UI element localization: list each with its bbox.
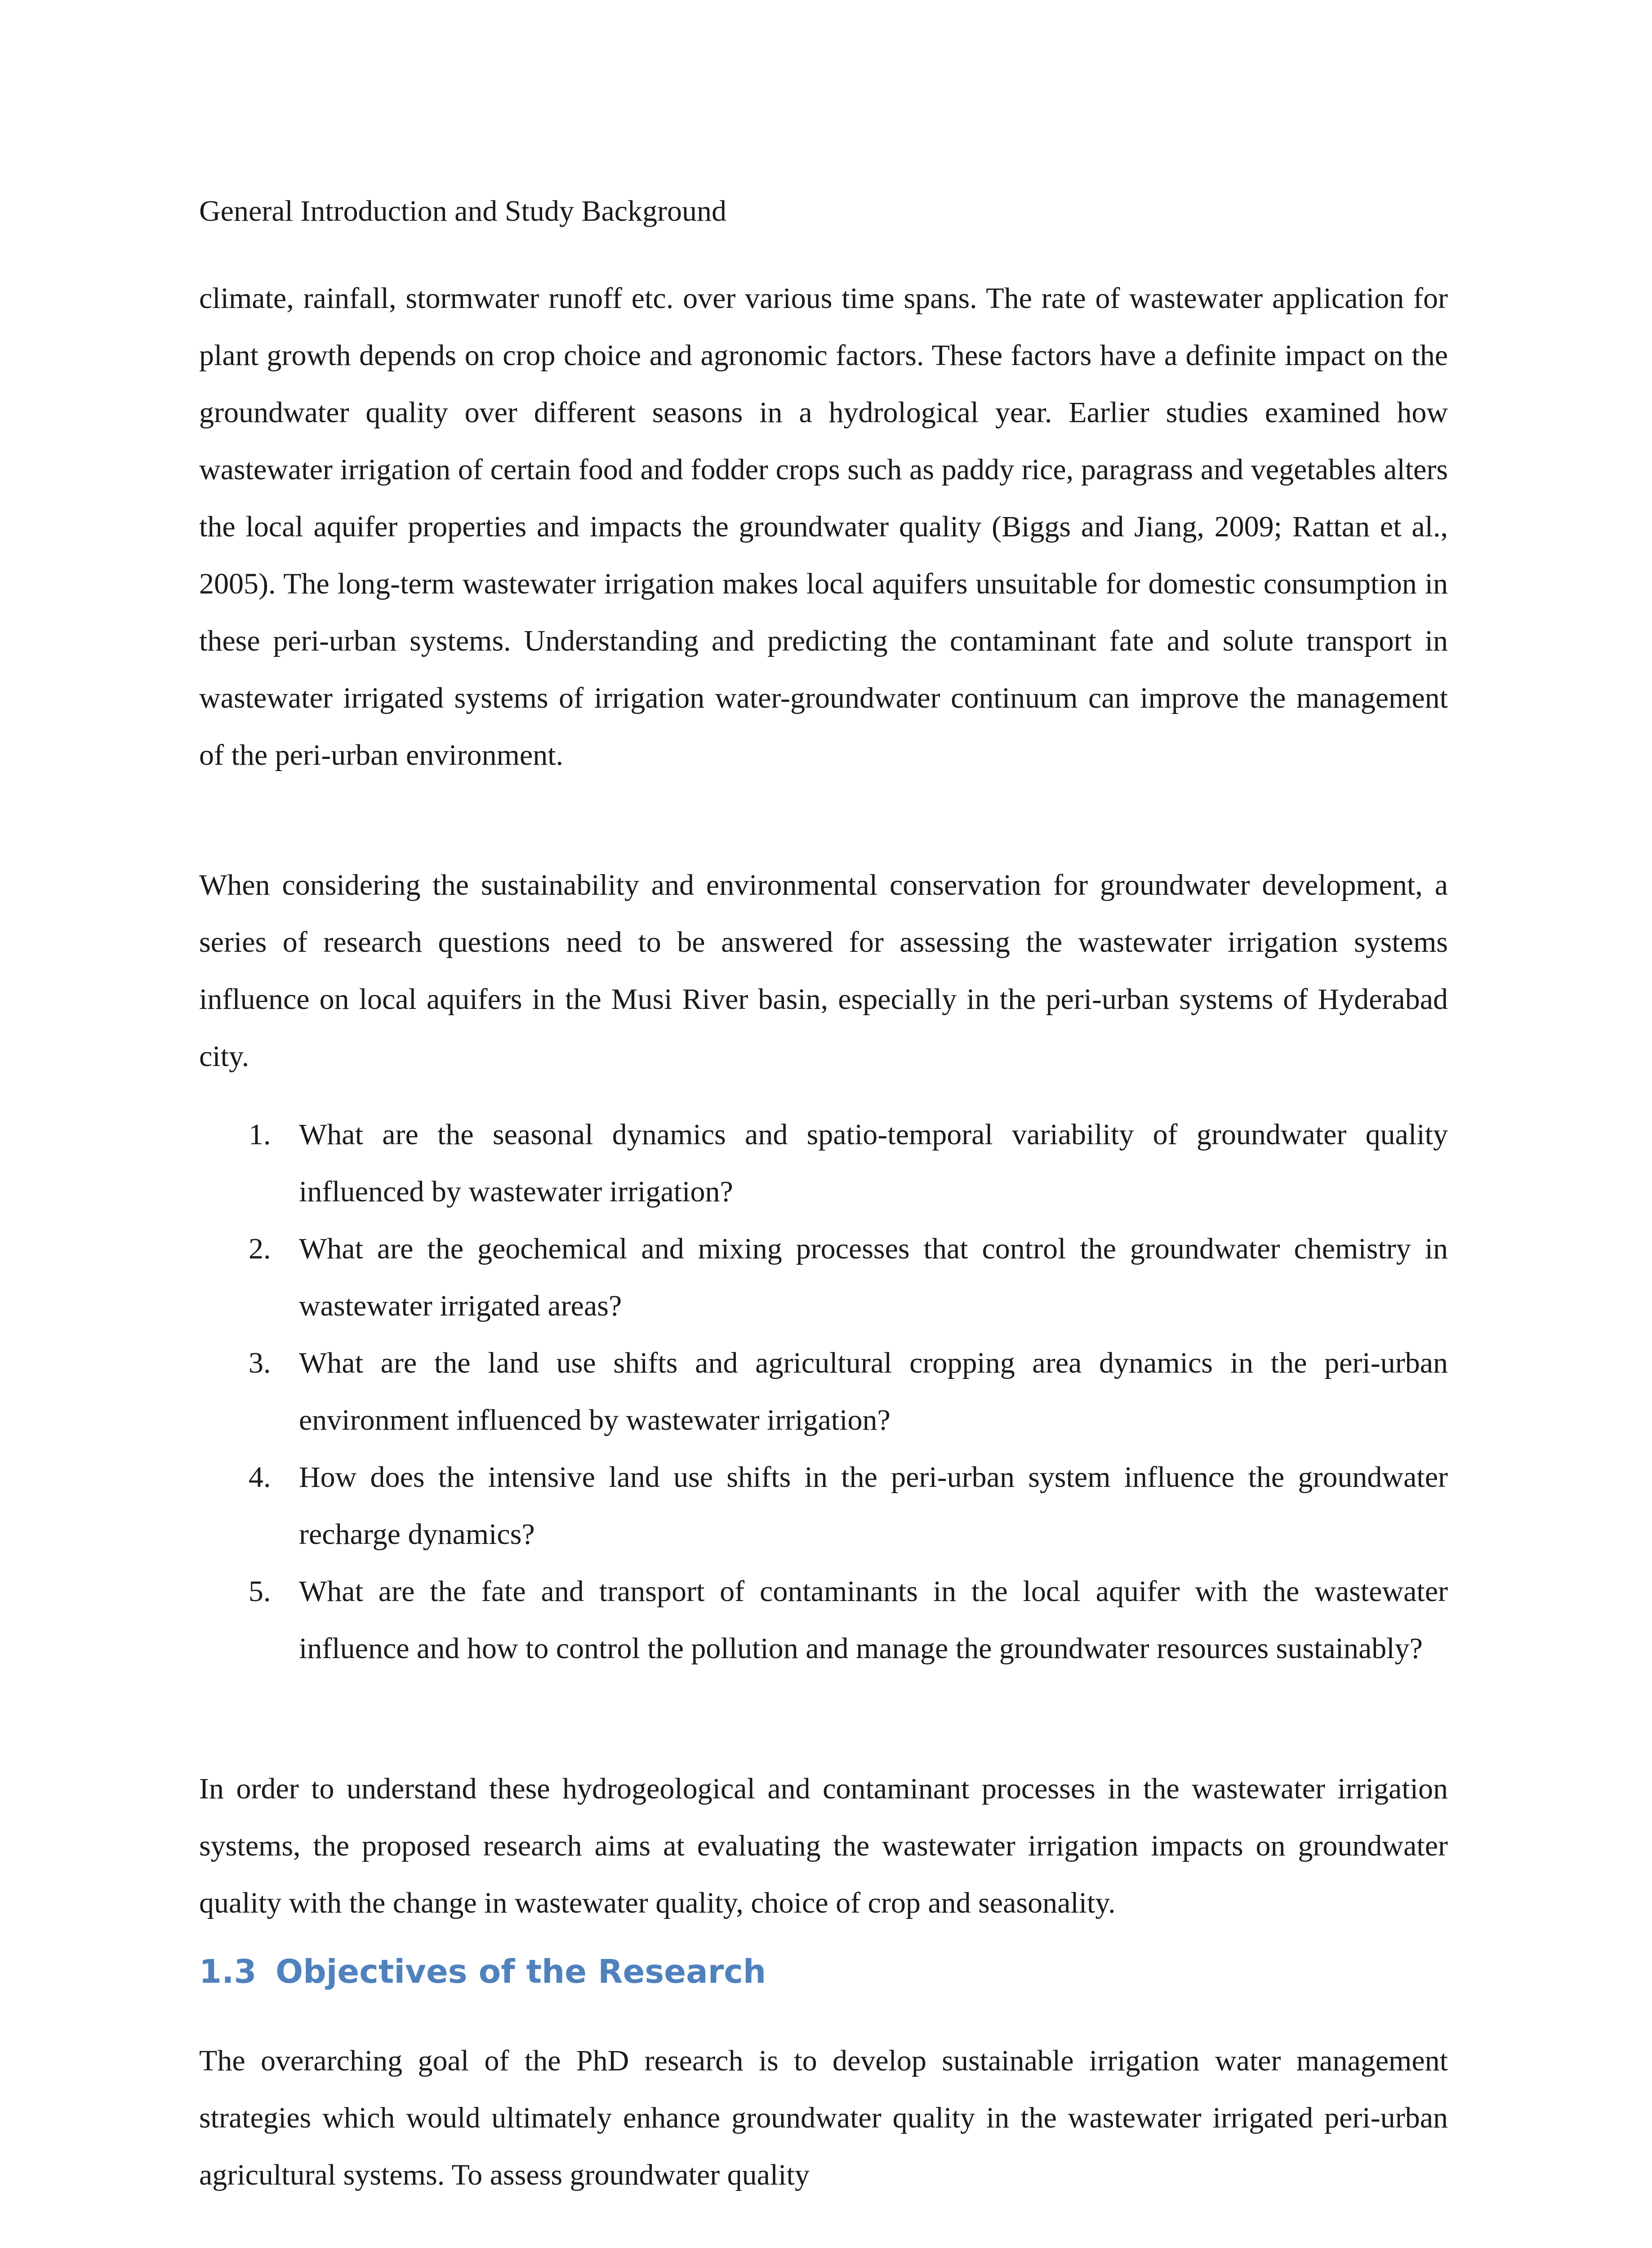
body-paragraph: When considering the sustainability and environmental conservation for groundwater development, a series of research questions need to be answered for assessing the wastewater irrigation systems influence on local aquifers in the Musi River basin, especially in the peri-urban systems of Hyderabad city. bbox=[199, 869, 1448, 1073]
list-item-text: What are the geochemical and mixing processes that control the groundwater chemistry in wastewater irrigated areas? bbox=[299, 1232, 1448, 1322]
list-item-text: What are the land use shifts and agricultural cropping area dynamics in the peri-urban environment influenced by wastewater irrigation? bbox=[299, 1347, 1448, 1436]
section-title: Objectives of the Research bbox=[276, 1953, 766, 1990]
list-item bbox=[199, 1106, 1448, 1220]
body-paragraph: climate, rainfall, stormwater runoff etc. over various time spans. The rate of wastewater application for plant growth depends on crop choice and agronomic factors. These factors have a definite impact on the groundwater quality over different seasons in a hydrological year. Earlier studies examined how wastewater irrigation of certain food and fodder crops such as paddy rice, paragrass and vegetables alters the local aquifer properties and impacts the groundwater quality (Biggs and Jiang, 2009; Rattan et al., 2005). The long-term wastewater irrigation makes local aquifers unsuitable for domestic consumption in these peri-urban systems. Understanding and predicting the contaminant fate and solute transport in wastewater irrigated systems of irrigation water-groundwater continuum can improve the management of the peri-urban environment. bbox=[199, 282, 1448, 772]
body-paragraph: The overarching goal of the PhD research is to develop sustainable irrigation water management strategies which would ultimately enhance groundwater quality in the wastewater irrigated peri-urban agricultural systems. To assess groundwater quality bbox=[199, 2044, 1448, 2191]
list-item-text: How does the intensive land use shifts in the peri-urban system influence the groundwater recharge dynamics? bbox=[299, 1461, 1448, 1551]
list-item-text: What are the fate and transport of contaminants in the local aquifer with the wastewater influence and how to control the pollution and manage the groundwater resources sustainably? bbox=[299, 1575, 1448, 1665]
running-header: General Introduction and Study Background bbox=[199, 195, 727, 227]
list-item bbox=[199, 1220, 1448, 1334]
list-item bbox=[199, 1449, 1448, 1563]
list-item bbox=[199, 1563, 1448, 1677]
list-item-number: 4. bbox=[249, 1461, 271, 1494]
list-item-number: 5. bbox=[249, 1575, 271, 1608]
body-paragraph: In order to understand these hydrogeological and contaminant processes in the wastewater irrigation systems, the proposed research aims at evaluating the wastewater irrigation impacts on groundwater quality with the change in wastewater quality, choice of crop and seasonality. bbox=[199, 1772, 1448, 1919]
list-item-number: 2. bbox=[249, 1232, 271, 1265]
research-questions-list bbox=[199, 1106, 1448, 1677]
list-item-number: 1. bbox=[249, 1118, 271, 1151]
list-item-number: 3. bbox=[249, 1347, 271, 1379]
list-item-text: What are the seasonal dynamics and spatio-temporal variability of groundwater quality influenced by wastewater irrigation? bbox=[299, 1118, 1448, 1208]
list-item bbox=[199, 1334, 1448, 1449]
section-number: 1.3 bbox=[199, 1953, 257, 1990]
section-heading bbox=[199, 1947, 766, 1996]
